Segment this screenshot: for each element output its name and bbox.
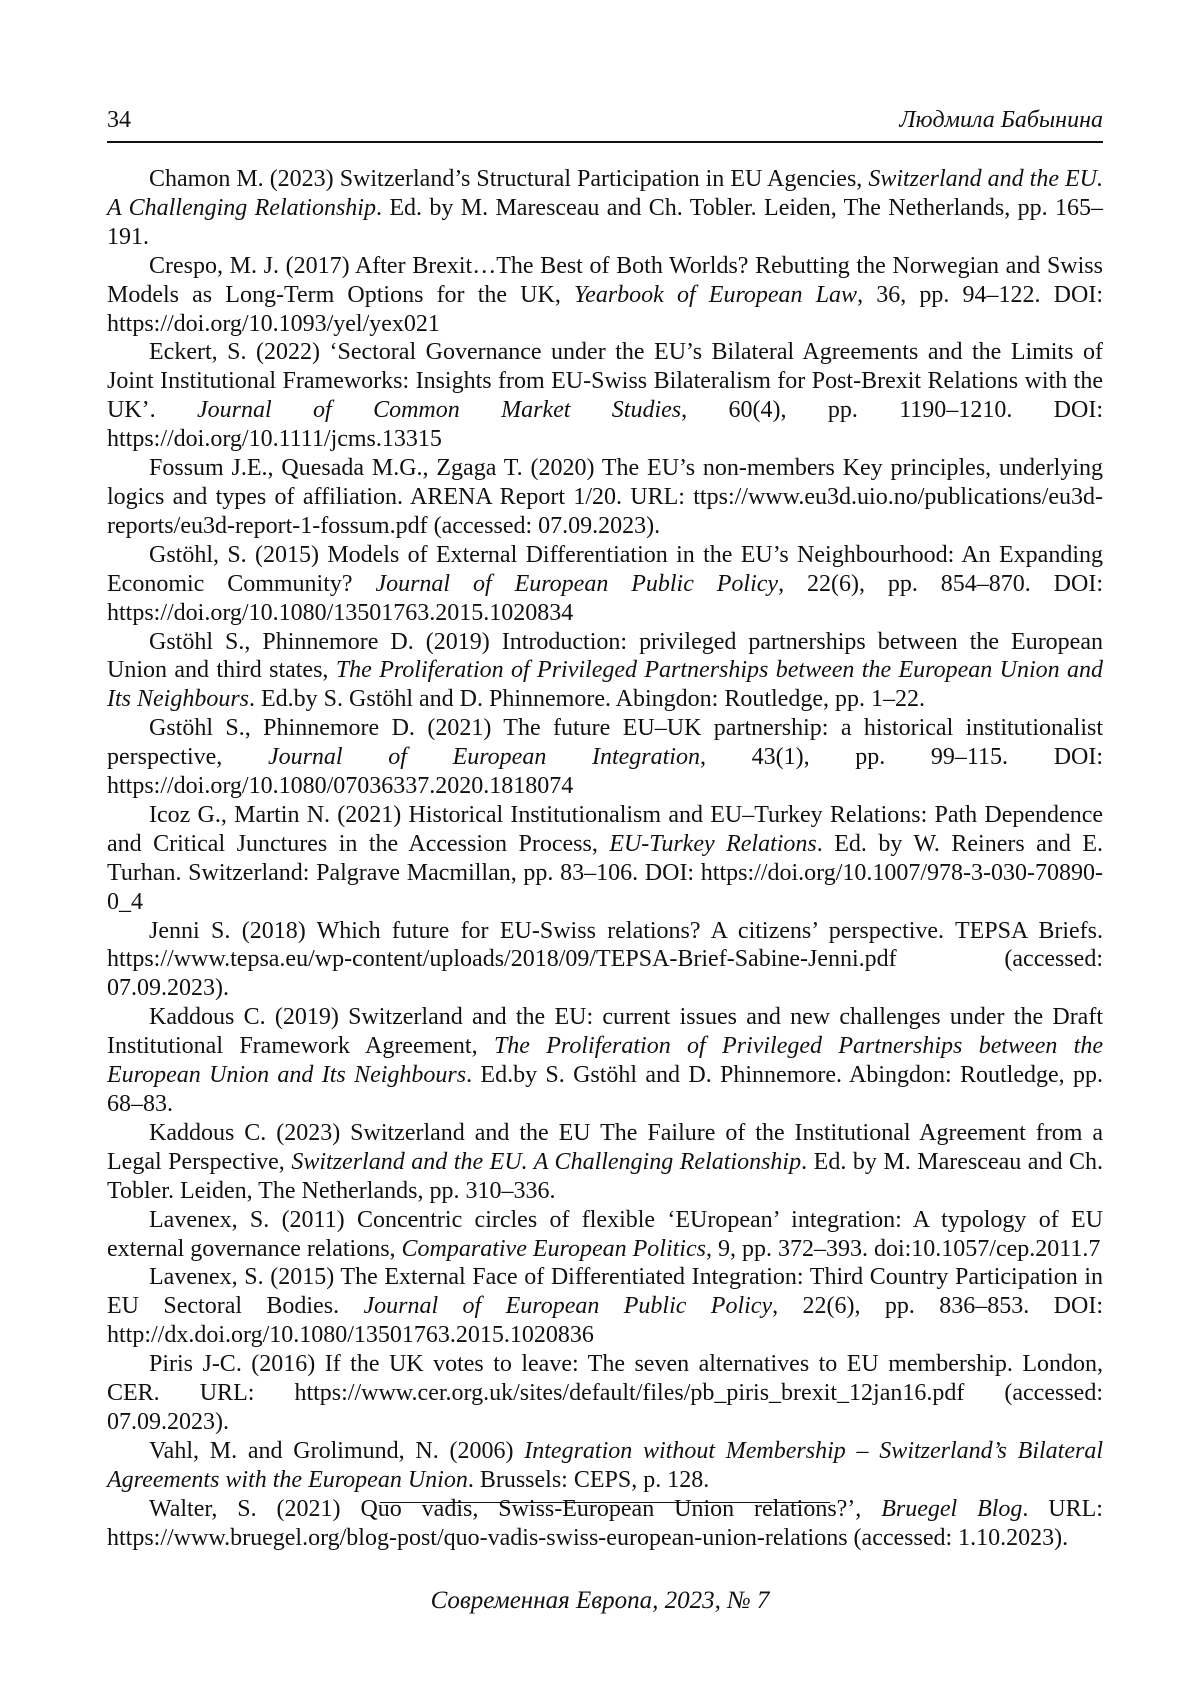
reference-details: . URL: https://www.bruegel.org/blog-post/quo-vadis-swiss-european-union-relations (accessed: 1.10.2023). [107, 1495, 1103, 1551]
reference-text: Crespo, M. J. (2017) After Brexit…The Best of Both Worlds? Rebutting the Norwegian and Swiss Models as Long-Term Options for the UK, [107, 252, 1103, 308]
reference-item [107, 1263, 1103, 1350]
reference-text: Kaddous C. (2023) Switzerland and the EU The Failure of the Institutional Agreement from a Legal Perspective, [107, 1119, 1103, 1175]
reference-text: Chamon M. (2023) Switzerland’s Structural Participation in EU Agencies, [149, 166, 869, 192]
reference-text: Jenni S. (2018) Which future for EU-Swiss relations? A citizens’ perspective. TEPSA Briefs. https://www.tepsa.eu/wp-content/uploads/2018/09/TEPSA-Brief-Sabine-Jenni.pdf (accessed: 07.09.2023). [107, 917, 1103, 1002]
reference-source-title: Journal of European Public Policy [375, 570, 779, 597]
reference-text: Gstöhl S., Phinnemore D. (2021) The future EU–UK partnership: a historical institutionalist perspective, [107, 715, 1103, 771]
reference-item [107, 714, 1103, 801]
reference-item [107, 1350, 1103, 1437]
reference-details: . Brussels: CEPS, p. 128. [467, 1466, 710, 1493]
reference-details: , 22(6), pp. 836–853. DOI: http://dx.doi.org/10.1080/13501763.2015.1020836 [107, 1293, 1103, 1349]
header-rule [107, 141, 1103, 143]
reference-source-title: Yearbook of European Law [574, 281, 858, 308]
reference-source-title: The Proliferation of Privileged Partnerships between the European Union and Its Neighbours [107, 657, 1103, 713]
reference-details: , 43(1), pp. 99–115. DOI: https://doi.org/10.1080/07036337.2020.1818074 [107, 744, 1104, 800]
reference-source-title: Journal of Common Market Studies [197, 397, 682, 424]
page-header [107, 104, 1103, 142]
reference-item [107, 801, 1103, 917]
reference-item [107, 1495, 1103, 1553]
reference-text: Lavenex, S. (2011) Concentric circles of flexible ‘EUropean’ integration: A typology of EU external governance relations, [107, 1206, 1103, 1262]
reference-details: . Ed.by S. Gstöhl and D. Phinnemore. Abingdon: Routledge, pp. 1–22. [249, 686, 925, 713]
reference-details: . Ed. by M. Maresceau and Ch. Tobler. Leiden, The Netherlands, pp. 310–336. [107, 1148, 1104, 1204]
reference-text: Eckert, S. (2022) ‘Sectoral Governance under the EU’s Bilateral Agreements and the Limits of Joint Institutional Frameworks: Insights from EU-Swiss Bilateralism for Post-Brexit Relations with the UK’. [107, 339, 1103, 424]
reference-source-title: The Proliferation of Privileged Partnerships between the European Union and Its Neighbours [107, 1033, 1103, 1089]
reference-source-title: Comparative European Politics [401, 1235, 706, 1262]
reference-text: Gstöhl S., Phinnemore D. (2019) Introduction: privileged partnerships between the European Union and third states, [107, 628, 1103, 684]
reference-details: . Ed. by W. Reiners and E. Turhan. Switzerland: Palgrave Macmillan, pp. 83–106. DOI: https://doi.org/10.1007/978-3-030-70890-0_4 [107, 830, 1103, 915]
reference-item [107, 541, 1103, 628]
reference-details: . Ed.by S. Gstöhl and D. Phinnemore. Abingdon: Routledge, pp. 68–83. [107, 1062, 1103, 1117]
reference-source-title: Switzerland and the EU. A Challenging Relationship [291, 1148, 802, 1175]
reference-source-title: Integration without Membership – Switzerland’s Bilateral Agreements with the European Union [107, 1437, 1103, 1493]
reference-item [107, 338, 1103, 454]
reference-text: Piris J-C. (2016) If the UK votes to leave: The seven alternatives to EU membership. London, CER. URL: https://www.cer.org.uk/sites/default/files/pb_piris_brexit_12jan16.pdf (accessed: 07.09.2023). [107, 1351, 1103, 1435]
reference-list [107, 165, 1103, 1553]
reference-item [107, 1003, 1103, 1119]
journal-footer: Современная Европа, 2023, № 7 [430, 1587, 770, 1614]
reference-source-title: Switzerland and the EU. A Challenging Relationship [107, 166, 1104, 221]
reference-item [107, 1437, 1103, 1495]
reference-item [107, 628, 1103, 715]
reference-details: , 60(4), pp. 1190–1210. DOI: https://doi.org/10.1111/jcms.13315 [107, 397, 1104, 453]
reference-item [107, 165, 1103, 252]
reference-source-title: Journal of European Integration [267, 744, 700, 771]
running-head-author: Людмила Бабынина [899, 107, 1103, 133]
reference-text: Fossum J.E., Quesada M.G., Zgaga T. (2020) The EU’s non-members Key principles, underlying logics and types of affiliation. ARENA Report 1/20. URL: ttps://www.eu3d.uio.no/publications/eu3d-reports/eu3d-report-1-fossum.pdf (accessed: 07.09.2023). [107, 455, 1103, 539]
reference-text: Gstöhl, S. (2015) Models of External Differentiation in the EU’s Neighbourhood: An Expanding Economic Community? [107, 541, 1103, 597]
reference-text: Icoz G., Martin N. (2021) Historical Institutionalism and EU–Turkey Relations: Path Dependence and Critical Junctures in the Accession Process, [107, 801, 1103, 857]
reference-source-title: EU-Turkey Relations [609, 830, 817, 857]
end-of-article-rule [380, 1502, 830, 1503]
reference-details: , 9, pp. 372–393. doi:10.1057/cep.2011.7 [705, 1235, 1101, 1262]
reference-item [107, 1206, 1103, 1264]
reference-item [107, 917, 1103, 1004]
reference-item [107, 454, 1103, 541]
reference-text: Kaddous C. (2019) Switzerland and the EU: current issues and new challenges under the Draft Institutional Framework Agreement, [107, 1004, 1103, 1060]
reference-item [107, 1119, 1103, 1206]
reference-source-title: Bruegel Blog [881, 1495, 1023, 1522]
reference-details: , 36, pp. 94–122. DOI: https://doi.org/10.1093/yel/yex021 [107, 281, 1104, 337]
reference-details: , 22(6), pp. 854–870. DOI: https://doi.org/10.1080/13501763.2015.1020834 [107, 570, 1103, 626]
reference-details: . Ed. by M. Maresceau and Ch. Tobler. Leiden, The Netherlands, pp. 165–191. [107, 194, 1104, 250]
reference-text: Walter, S. (2021) Quo vadis, Swiss-European Union relations?’, [149, 1495, 882, 1522]
reference-item [107, 252, 1103, 339]
reference-source-title: Journal of European Public Policy [363, 1293, 773, 1320]
page-number: 34 [107, 107, 131, 133]
reference-text: Lavenex, S. (2015) The External Face of Differentiated Integration: Third Country Participation in EU Sectoral Bodies. [107, 1264, 1103, 1320]
reference-text: Vahl, M. and Grolimund, N. (2006) [149, 1437, 525, 1464]
